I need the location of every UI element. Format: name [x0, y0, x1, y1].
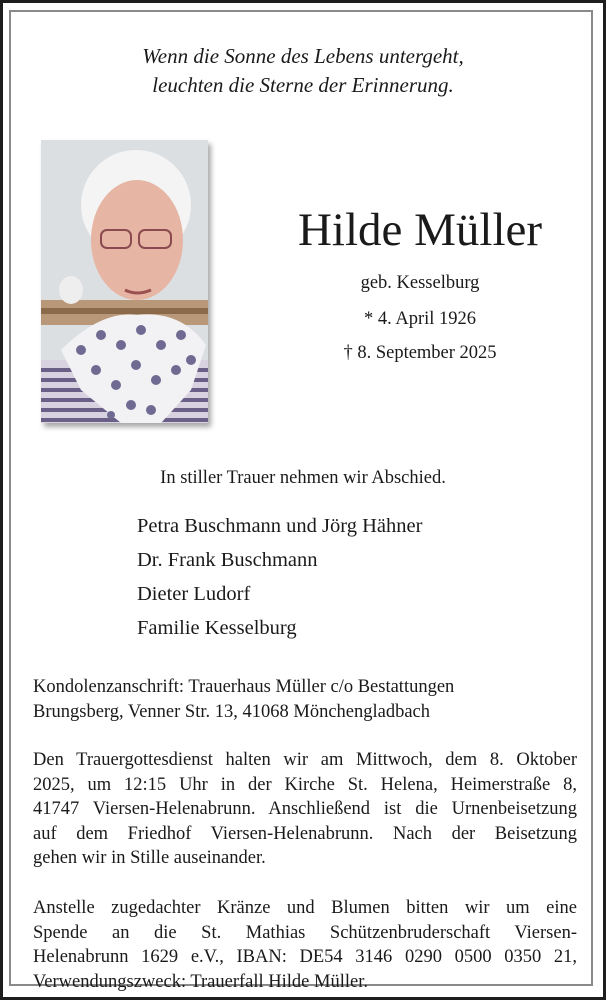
maiden-name: geb. Kesselburg — [360, 273, 480, 293]
death-date: † 8. September 2025 — [343, 343, 497, 363]
family-member: Dr. Frank Buschmann — [137, 549, 318, 571]
family-member: Familie Kesselburg — [137, 617, 297, 639]
text-line: Brungsberg, Venner Str. 13, 41068 Mönchengladbach — [33, 701, 431, 722]
text-line: Helenabrunn 1629 e.V., IBAN: DE54 3146 0290 0500 0350 21, — [33, 947, 577, 968]
text-line: Verwendungszweck: Trauerfall Hilde Müller. — [33, 971, 368, 992]
birth-date: * 4. April 1926 — [363, 309, 477, 329]
quote-line-1: Wenn die Sonne des Lebens untergeht, — [142, 44, 464, 68]
family-member: Dieter Ludorf — [137, 583, 251, 605]
donation-info — [33, 896, 577, 994]
text-line: Spende an die St. Mathias Schützenbruderschaft Viersen- — [33, 922, 577, 943]
text-line: Anstelle zugedachter Kränze und Blumen bitten wir um eine — [33, 898, 577, 918]
quote-line-2: leuchten die Sterne der Erinnerung. — [152, 73, 454, 97]
text-line: 2025, um 12:15 Uhr in der Kirche St. Helena, Heimerstraße 8, — [33, 774, 577, 795]
deceased-name: Hilde Müller — [297, 204, 543, 256]
text-line: Kondolenzanschrift: Trauerhaus Müller c/o Bestattungen — [33, 677, 455, 697]
text-line: gehen wir in Stille auseinander. — [33, 848, 266, 869]
portrait-photo — [41, 140, 208, 423]
text-line: auf dem Friedhof Viersen-Helenabrunn. Nach der Beisetzung — [33, 823, 577, 844]
mourning-line: In stiller Trauer nehmen wir Abschied. — [160, 468, 446, 488]
condolence-address — [33, 675, 577, 724]
service-info — [33, 748, 577, 871]
text-line: Den Trauergottesdienst halten wir am Mittwoch, dem 8. Oktober — [33, 750, 577, 770]
family-member: Petra Buschmann und Jörg Hähner — [137, 515, 423, 537]
text-line: 41747 Viersen-Helenabrunn. Anschließend ist die Urnenbeisetzung — [33, 799, 577, 820]
